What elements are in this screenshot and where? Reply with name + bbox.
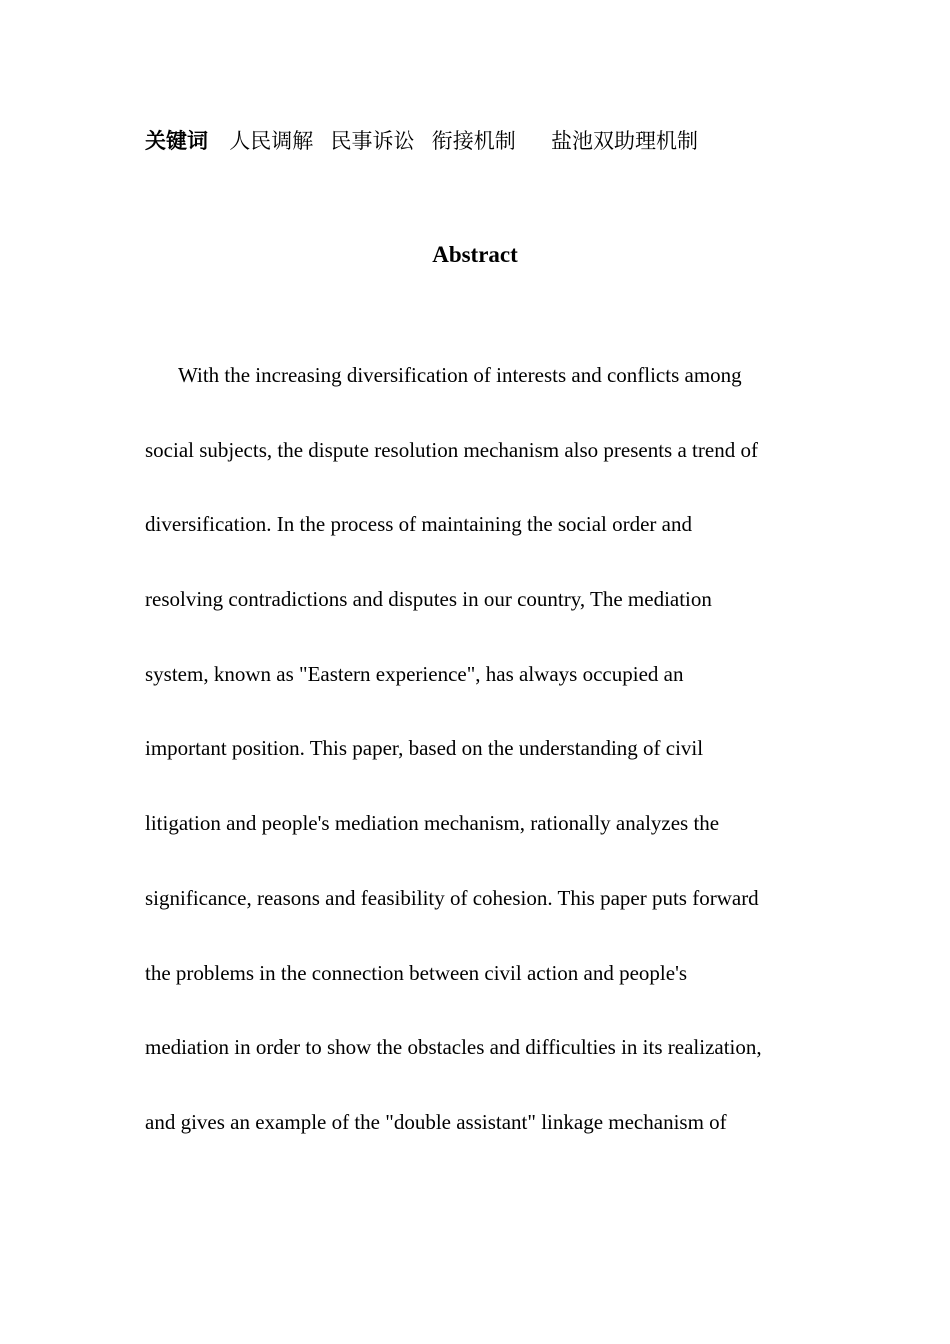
keyword-term: 民事诉讼 [330,129,415,153]
paragraph-line: significance, reasons and feasibility of cohesion. This paper puts forward [145,885,759,910]
paragraph-line: important position. This paper, based on the understanding of civil [145,736,704,761]
keyword-term: 人民调解 [229,129,314,153]
abstract-heading: Abstract [432,242,518,267]
abstract-paragraph [145,360,815,1182]
paragraph-line: the problems in the connection between civil action and people's [145,960,688,985]
paragraph-line: litigation and people's mediation mechanism, rationally analyzes the [145,811,720,836]
paragraph-line: and gives an example of the "double assistant" linkage mechanism of [145,1109,727,1134]
paragraph-line: resolving contradictions and disputes in our country, The mediation [145,587,712,612]
paragraph-line: diversification. In the process of maintaining the social order and [145,512,692,537]
keyword-term: 盐池双助理机制 [551,129,698,153]
keyword-term: 衔接机制 [431,129,516,153]
paragraph-line: With the increasing diversification of interests and conflicts among [178,363,742,387]
paragraph-line: mediation in order to show the obstacles and difficulties in its realization, [145,1035,762,1060]
keywords-label: 关键词 [145,129,208,153]
keywords-line [145,126,710,156]
paragraph-line: system, known as "Eastern experience", has always occupied an [145,661,684,686]
paragraph-line: social subjects, the dispute resolution mechanism also presents a trend of [145,437,758,462]
